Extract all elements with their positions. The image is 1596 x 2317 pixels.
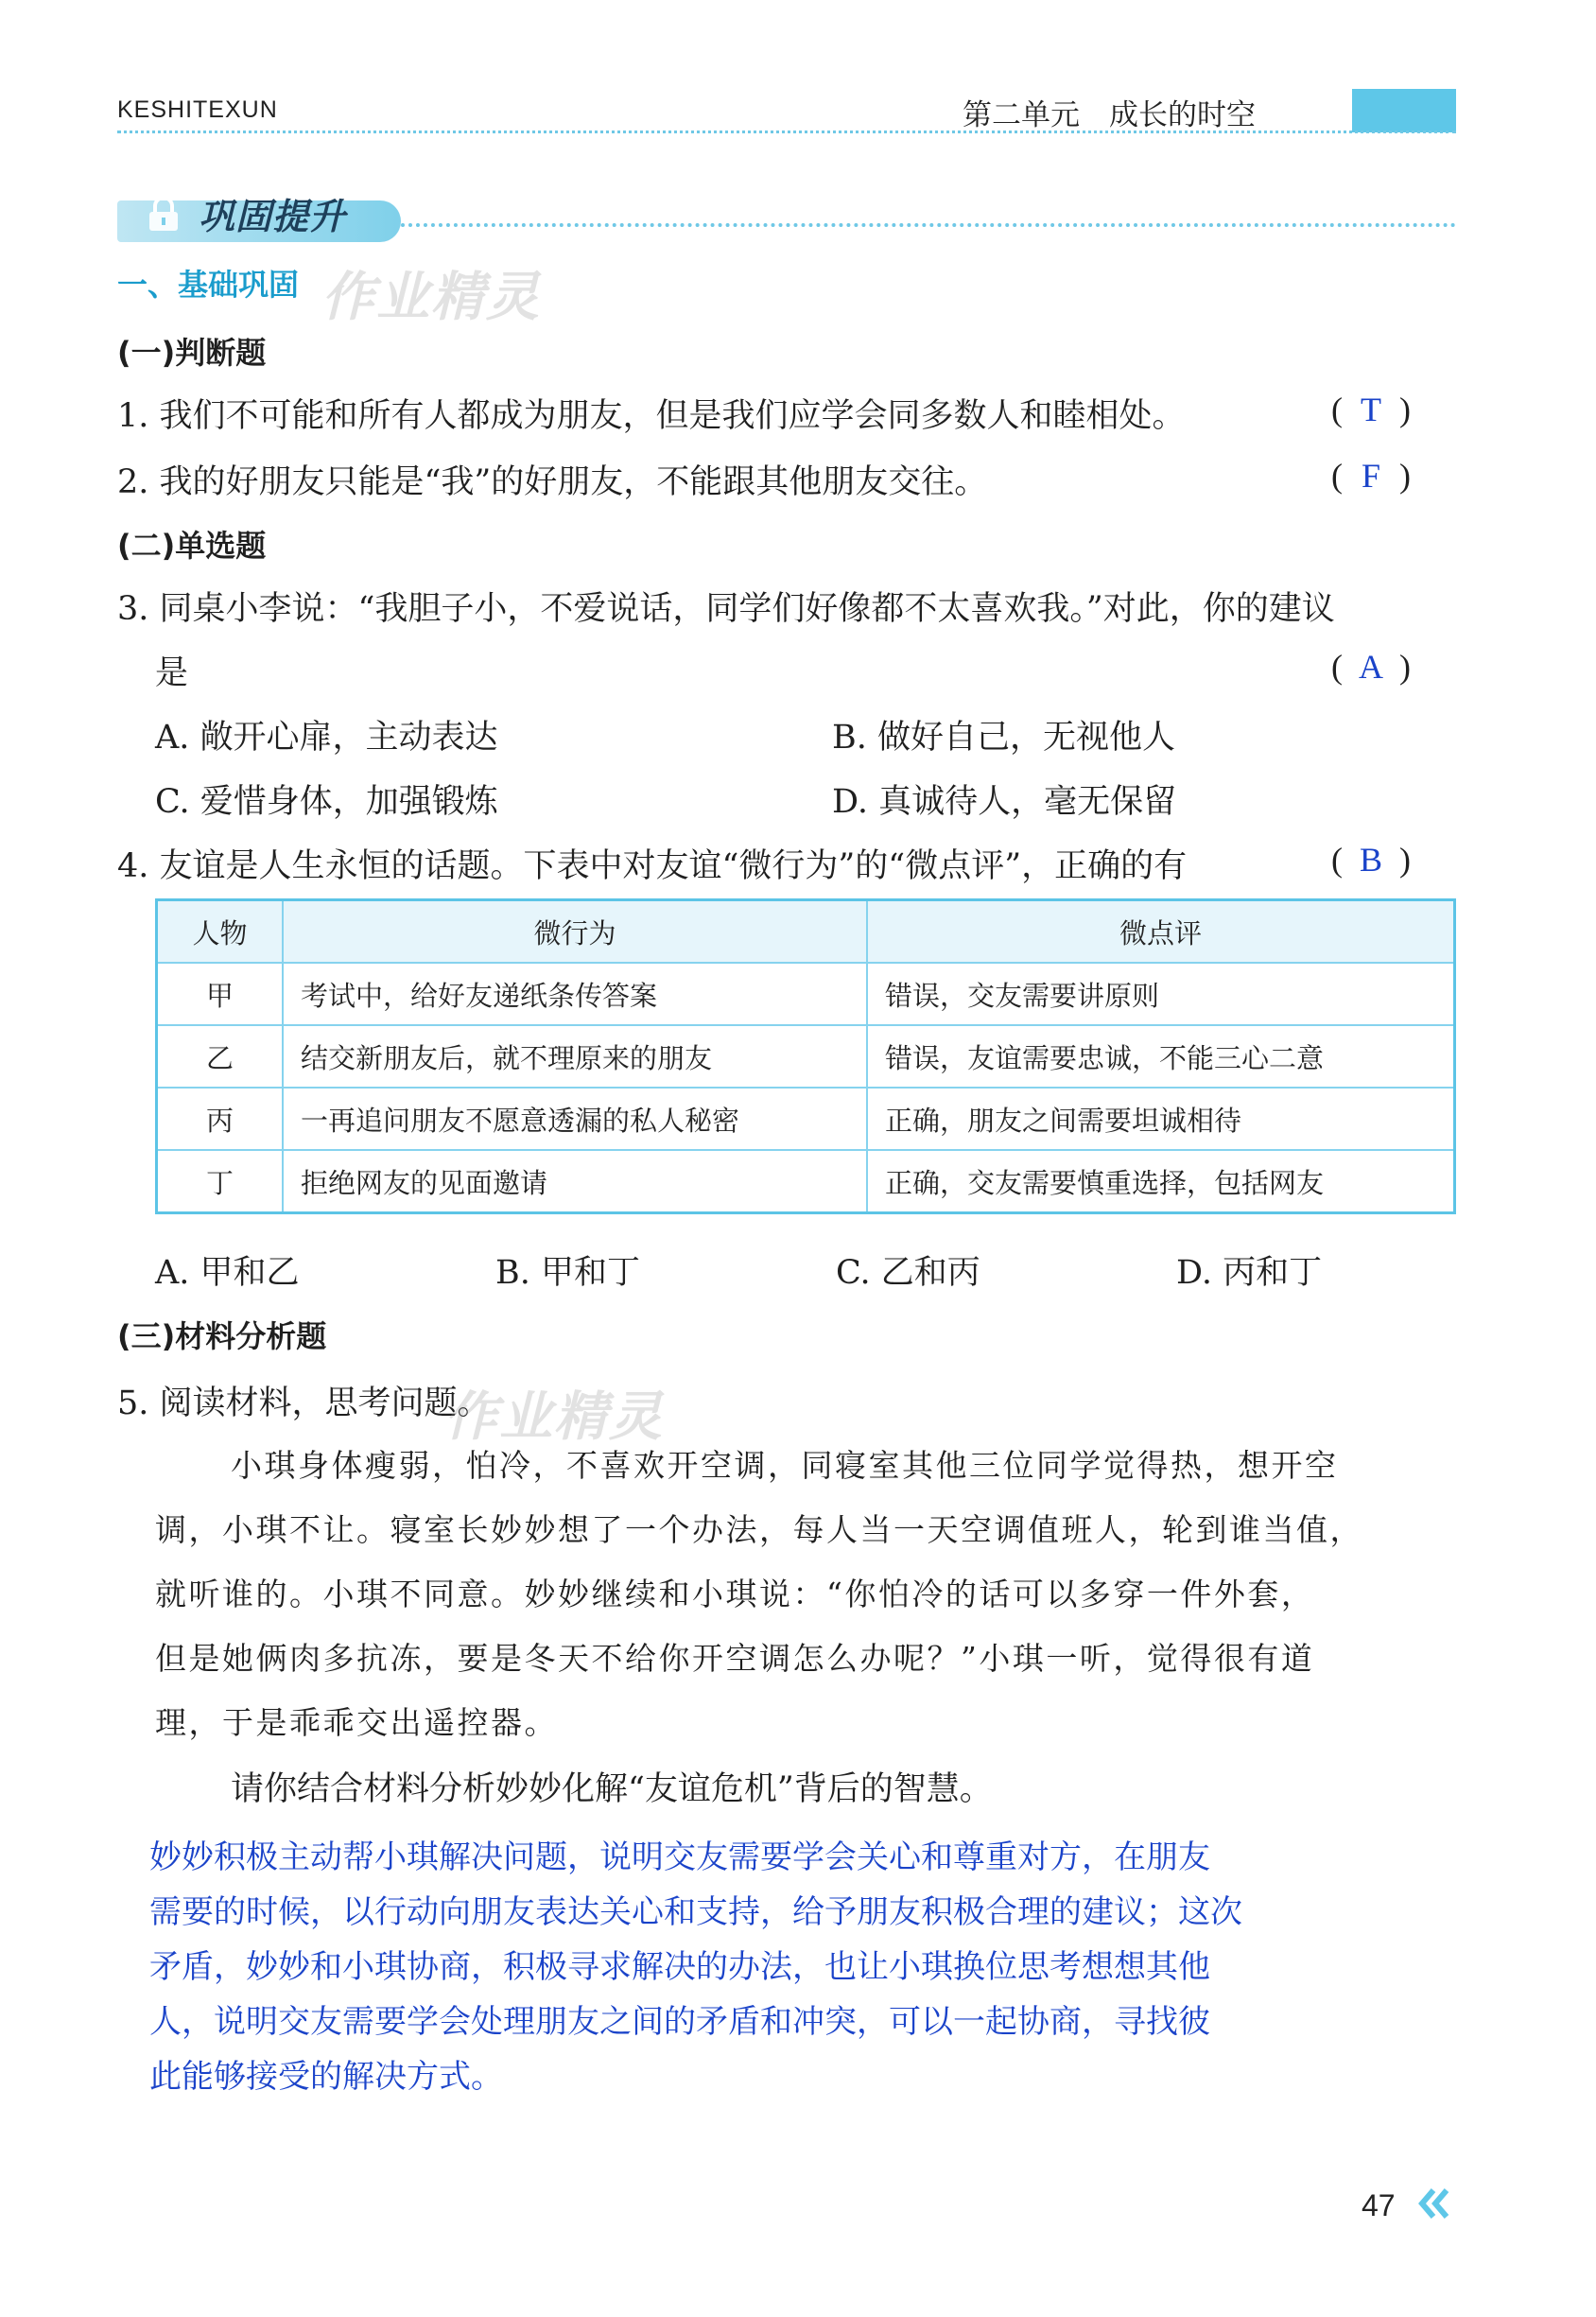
answer-3: ( A ) bbox=[1331, 648, 1411, 686]
friendship-table bbox=[155, 898, 1456, 1214]
double-chevron-left-icon bbox=[1414, 2185, 1452, 2222]
table-cell-behavior: 结交新朋友后，就不理原来的朋友 bbox=[283, 1025, 867, 1088]
answer-5-line-3: 矛盾，妙妙和小琪协商，积极寻求解决的办法，也让小琪换位思考想想其他 bbox=[149, 1948, 1210, 1986]
answer-5-line-1: 妙妙积极主动帮小琪解决问题，说明交友需要学会关心和尊重对方，在朋友 bbox=[149, 1838, 1210, 1876]
table-cell-comment: 正确，朋友之间需要坦诚相待 bbox=[867, 1088, 1455, 1150]
section-divider bbox=[401, 223, 1456, 227]
answer-5-line-5: 此能够接受的解决方式。 bbox=[149, 2058, 503, 2096]
question-3-line-1: 3. 同桌小李说：“我胆子小，不爱说话，同学们好像都不太喜欢我。”对此，你的建议 bbox=[117, 590, 1335, 628]
table-row bbox=[157, 1088, 1455, 1150]
watermark: 作业精灵 bbox=[321, 267, 541, 328]
table-row bbox=[157, 963, 1455, 1025]
table-row bbox=[157, 1025, 1455, 1088]
q3-option-a: A. 敞开心扉，主动表达 bbox=[155, 719, 498, 757]
header-divider bbox=[117, 131, 1456, 133]
answer-3-value: A bbox=[1359, 648, 1383, 686]
table-cell-comment: 错误，友谊需要忠诚，不能三心二意 bbox=[867, 1025, 1455, 1088]
q4-option-d: D. 丙和丁 bbox=[1176, 1254, 1323, 1292]
answer-5-line-4: 人，说明交友需要学会处理朋友之间的矛盾和冲突，可以一起协商，寻找彼 bbox=[149, 2003, 1210, 2041]
material-line-2: 调，小琪不让。寝室长妙妙想了一个办法，每人当一天空调值班人，轮到谁当值， bbox=[155, 1511, 1363, 1548]
group-title-material-analysis: (三)材料分析题 bbox=[117, 1318, 327, 1354]
table-cell-person: 丁 bbox=[157, 1150, 284, 1213]
question-3-line-2: 是 bbox=[155, 654, 189, 692]
table-cell-comment: 错误，交友需要讲原则 bbox=[867, 963, 1455, 1025]
answer-5-line-2: 需要的时候，以行动向朋友表达关心和支持，给予朋友积极合理的建议；这次 bbox=[149, 1893, 1242, 1931]
q3-option-c: C. 爱惜身体，加强锻炼 bbox=[155, 783, 498, 821]
watermark: 作业精灵 bbox=[444, 1386, 664, 1448]
table-cell-behavior: 一再追问朋友不愿意透漏的私人秘密 bbox=[283, 1088, 867, 1150]
question-5-prompt: 请你结合材料分析妙妙化解“友谊危机”背后的智慧。 bbox=[231, 1770, 993, 1808]
table-header-cell: 微行为 bbox=[283, 900, 867, 964]
part-title: 一、基础巩固 bbox=[117, 267, 300, 303]
group-title-judgement: (一)判断题 bbox=[117, 335, 267, 371]
table-cell-behavior: 拒绝网友的见面邀请 bbox=[283, 1150, 867, 1213]
section-title: 巩固提升 bbox=[199, 196, 347, 237]
header-unit-title: 第二单元 成长的时空 bbox=[963, 98, 1256, 132]
question-2: 2. 我的好朋友只能是“我”的好朋友，不能跟其他朋友交往。 bbox=[117, 463, 988, 501]
table-cell-comment: 正确，交友需要慎重选择，包括网友 bbox=[867, 1150, 1455, 1213]
q3-option-d: D. 真诚待人，毫无保留 bbox=[832, 783, 1177, 821]
material-line-4: 但是她俩肉多抗冻，要是冬天不给你开空调怎么办呢？”小琪一听，觉得很有道 bbox=[155, 1640, 1315, 1677]
answer-2: ( F ) bbox=[1331, 457, 1411, 495]
material-line-3: 就听谁的。小琪不同意。妙妙继续和小琪说：“你怕冷的话可以多穿一件外套， bbox=[155, 1576, 1315, 1612]
material-line-5: 理，于是乖乖交出遥控器。 bbox=[155, 1704, 558, 1741]
table-header-cell: 微点评 bbox=[867, 900, 1455, 964]
page-number: 47 bbox=[1362, 2188, 1396, 2222]
q3-option-b: B. 做好自己，无视他人 bbox=[832, 719, 1175, 757]
table-header-row bbox=[157, 900, 1455, 964]
question-1: 1. 我们不可能和所有人都成为朋友，但是我们应学会同多数人和睦相处。 bbox=[117, 397, 1186, 435]
answer-2-value: F bbox=[1361, 457, 1381, 495]
table-cell-person: 丙 bbox=[157, 1088, 284, 1150]
lock-icon bbox=[142, 195, 185, 233]
question-4: 4. 友谊是人生永恒的话题。下表中对友谊“微行为”的“微点评”，正确的有 bbox=[117, 847, 1188, 885]
q4-option-b: B. 甲和丁 bbox=[495, 1254, 640, 1292]
answer-1-value: T bbox=[1361, 391, 1381, 428]
q4-option-a: A. 甲和乙 bbox=[155, 1254, 300, 1292]
table-cell-behavior: 考试中，给好友递纸条传答案 bbox=[283, 963, 867, 1025]
table-cell-person: 甲 bbox=[157, 963, 284, 1025]
table-row bbox=[157, 1150, 1455, 1213]
header-accent-bar bbox=[1352, 89, 1456, 132]
answer-4-value: B bbox=[1359, 841, 1382, 879]
q4-option-c: C. 乙和丙 bbox=[836, 1254, 980, 1292]
header-series-label: KESHITEXUN bbox=[117, 96, 278, 123]
group-title-single-choice: (二)单选题 bbox=[117, 528, 267, 564]
answer-1: ( T ) bbox=[1331, 391, 1411, 428]
table-header-cell: 人物 bbox=[157, 900, 284, 964]
answer-4: ( B ) bbox=[1331, 841, 1411, 879]
question-5: 5. 阅读材料，思考问题。 bbox=[117, 1385, 491, 1422]
table-cell-person: 乙 bbox=[157, 1025, 284, 1088]
material-line-1: 小琪身体瘦弱，怕冷，不喜欢开空调，同寝室其他三位同学觉得热，想开空 bbox=[231, 1447, 1339, 1484]
